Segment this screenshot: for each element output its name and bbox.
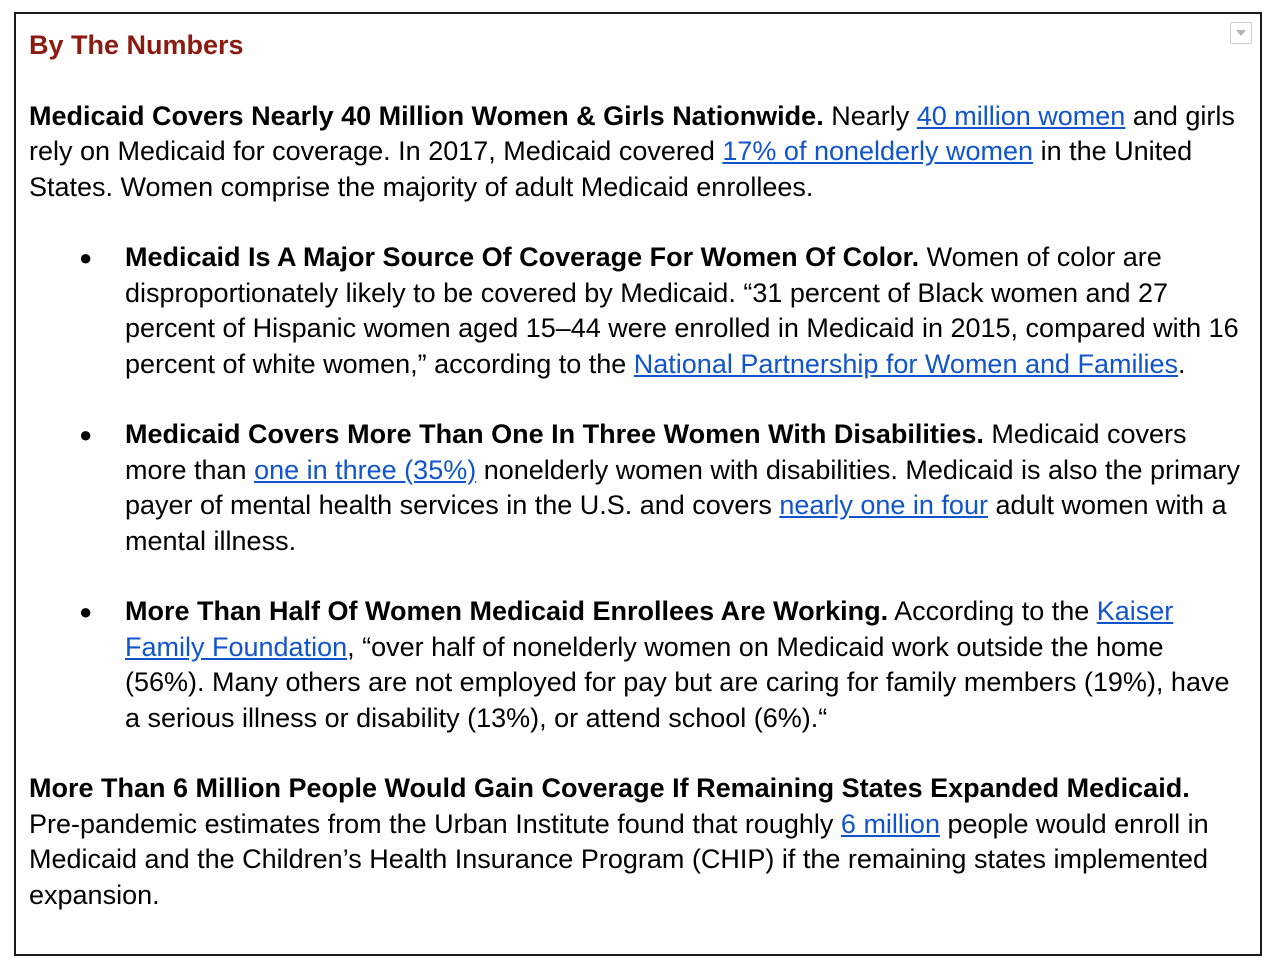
link-40-million-women[interactable]: 40 million women [916,100,1126,131]
paragraph-title: More Than 6 Million People Would Gain Coverage If Remaining States Expanded Medicaid. [29,773,1190,803]
link-17-percent-nonelderly-women[interactable]: 17% of nonelderly women [722,136,1034,166]
bullet-icon: ● [79,599,93,624]
paragraph-expansion [29,771,1241,913]
list-item-text: , “over half of nonelderly women on Medicaid work outside the home (56%). Many others are not employed for pay but are caring for family members (19%), have a serious illness or disability (13%), or attend school (6%).“ [125,631,1230,733]
link-nearly-one-in-four[interactable]: nearly one in four [779,490,988,520]
link-6-million[interactable]: 6 million [840,808,940,839]
paragraph-text: Pre-pandemic estimates from the Urban Institute found that roughly [29,808,841,839]
bullet-icon: ● [79,245,93,270]
link-one-in-three[interactable]: one in three (35%) [254,454,477,485]
section-heading: By The Numbers [29,30,244,60]
list-item-title: More Than Half Of Women Medicaid Enrollees Are Working. [125,596,889,626]
document-cell [14,12,1262,956]
list-item-text: . [1178,348,1186,379]
bullet-list [29,240,1241,736]
document-content [29,28,1241,913]
list-item-text: adult women with a mental illness. [125,490,1227,556]
paragraph-medicaid-women [29,99,1241,206]
link-kaiser-family-foundation[interactable]: Kaiser Family Foundation [125,596,1174,662]
list-item-text: nonelderly women with disabilities. Medicaid is also the primary payer of mental health services in the U.S. and covers [125,454,1241,520]
paragraph-text: and girls rely on Medicaid for coverage. In 2017, Medicaid covered [29,100,1235,166]
paragraph-title: Medicaid Covers Nearly 40 Million Women & Girls Nationwide. [29,100,824,131]
paragraph-text: people would enroll in Medicaid and the Children’s Health Insurance Program (CHIP) if the remaining states implemented expansion. [29,808,1209,910]
bullet-icon: ● [79,422,93,447]
paragraph-text: Nearly [823,100,917,131]
list-item-title: Medicaid Covers More Than One In Three Women With Disabilities. [125,419,984,449]
list-item-title: Medicaid Is A Major Source Of Coverage For Women Of Color. [125,242,920,272]
list-item-text: Medicaid covers more than [125,419,1187,485]
list-item-text: Women of color are disproportionately likely to be covered by Medicaid. “31 percent of Black women and 27 percent of Hispanic women aged 15–44 were enrolled in Medicaid in 2015, compared with 16 percent of white women,” according to the [125,242,1239,379]
link-national-partnership[interactable]: National Partnership for Women and Families [633,348,1179,379]
list-item [29,594,1241,736]
list-item [29,240,1241,382]
paragraph-text: in the United States. Women comprise the majority of adult Medicaid enrollees. [29,136,1193,202]
list-item [29,417,1241,559]
list-item-text: According to the [888,596,1097,626]
